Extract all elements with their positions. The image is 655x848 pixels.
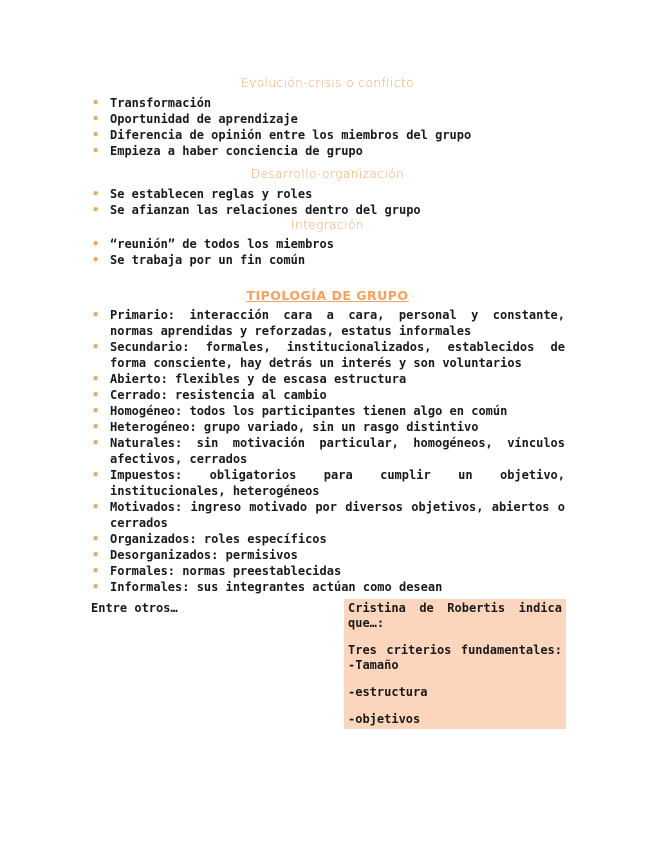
- list-item: • Se afianzan las relaciones dentro del grupo: [90, 202, 565, 218]
- callout-line: -estructura: [348, 685, 428, 699]
- integracion-section: [90, 218, 565, 232]
- list-item: • Transformación: [90, 95, 565, 111]
- list-item: • Diferencia de opinión entre los miembros del grupo: [90, 127, 565, 143]
- list-item: • Oportunidad de aprendizaje: [90, 111, 565, 127]
- integracion-list-wrap: [90, 236, 565, 268]
- list-item: • Heterogéneo: grupo variado, sin un rasgo distintivo: [90, 419, 565, 435]
- list-item: • “reunión” de todos los miembros: [90, 236, 565, 252]
- evolucion-section: [90, 76, 565, 90]
- list-item: • Se establecen reglas y roles: [90, 186, 565, 202]
- tipologia-list-wrap: [90, 307, 565, 595]
- list-item: • Organizados: roles específicos: [90, 531, 565, 547]
- evolucion-list: [90, 95, 565, 159]
- list-item: • Abierto: flexibles y de escasa estructura: [90, 371, 565, 387]
- list-item: • Desorganizados: permisivos: [90, 547, 565, 563]
- list-item: • Motivados: ingreso motivado por diversos objetivos, abiertos o cerrados: [90, 499, 565, 531]
- list-item: • Se trabaja por un fin común: [90, 252, 565, 268]
- evolucion-list-wrap: [90, 95, 565, 159]
- list-item: • Empieza a haber conciencia de grupo: [90, 143, 565, 159]
- list-item: • Naturales: sin motivación particular, homogéneos, vínculos afectivos, cerrados: [90, 435, 565, 467]
- integracion-list: [90, 236, 565, 268]
- desarrollo-list-wrap: [90, 186, 565, 218]
- evolucion-heading: Evolución-crisis o conflicto: [241, 76, 414, 90]
- list-item: • Homogéneo: todos los participantes tienen algo en común: [90, 403, 565, 419]
- callout-line: -objetivos: [348, 712, 421, 726]
- list-item: • Formales: normas preestablecidas: [90, 563, 565, 579]
- desarrollo-section: [90, 167, 565, 181]
- callout-line: Tres criterios fundamentales: -Tamaño: [348, 643, 562, 672]
- callout-line: Cristina de Robertis indica que…:: [348, 601, 562, 630]
- list-item: • Cerrado: resistencia al cambio: [90, 387, 565, 403]
- tipologia-list: [90, 307, 565, 595]
- list-item: • Primario: interacción cara a cara, personal y constante, normas aprendidas y reforzadas, estatus informales: [90, 307, 565, 339]
- tipologia-section: [90, 288, 565, 303]
- robertis-callout: [344, 599, 566, 729]
- desarrollo-list: [90, 186, 565, 218]
- list-item: • Informales: sus integrantes actúan como desean: [90, 579, 565, 595]
- tipologia-heading: TIPOLOGÍA DE GRUPO: [246, 288, 409, 303]
- desarrollo-heading: Desarrollo-organización: [250, 167, 405, 181]
- integracion-heading: Integración: [290, 218, 365, 232]
- entre-otros-text: Entre otros…: [91, 601, 178, 615]
- list-item: • Impuestos: obligatorios para cumplir un objetivo, institucionales, heterogéneos: [90, 467, 565, 499]
- list-item: • Secundario: formales, institucionalizados, establecidos de forma consciente, hay detrás un interés y son voluntarios: [90, 339, 565, 371]
